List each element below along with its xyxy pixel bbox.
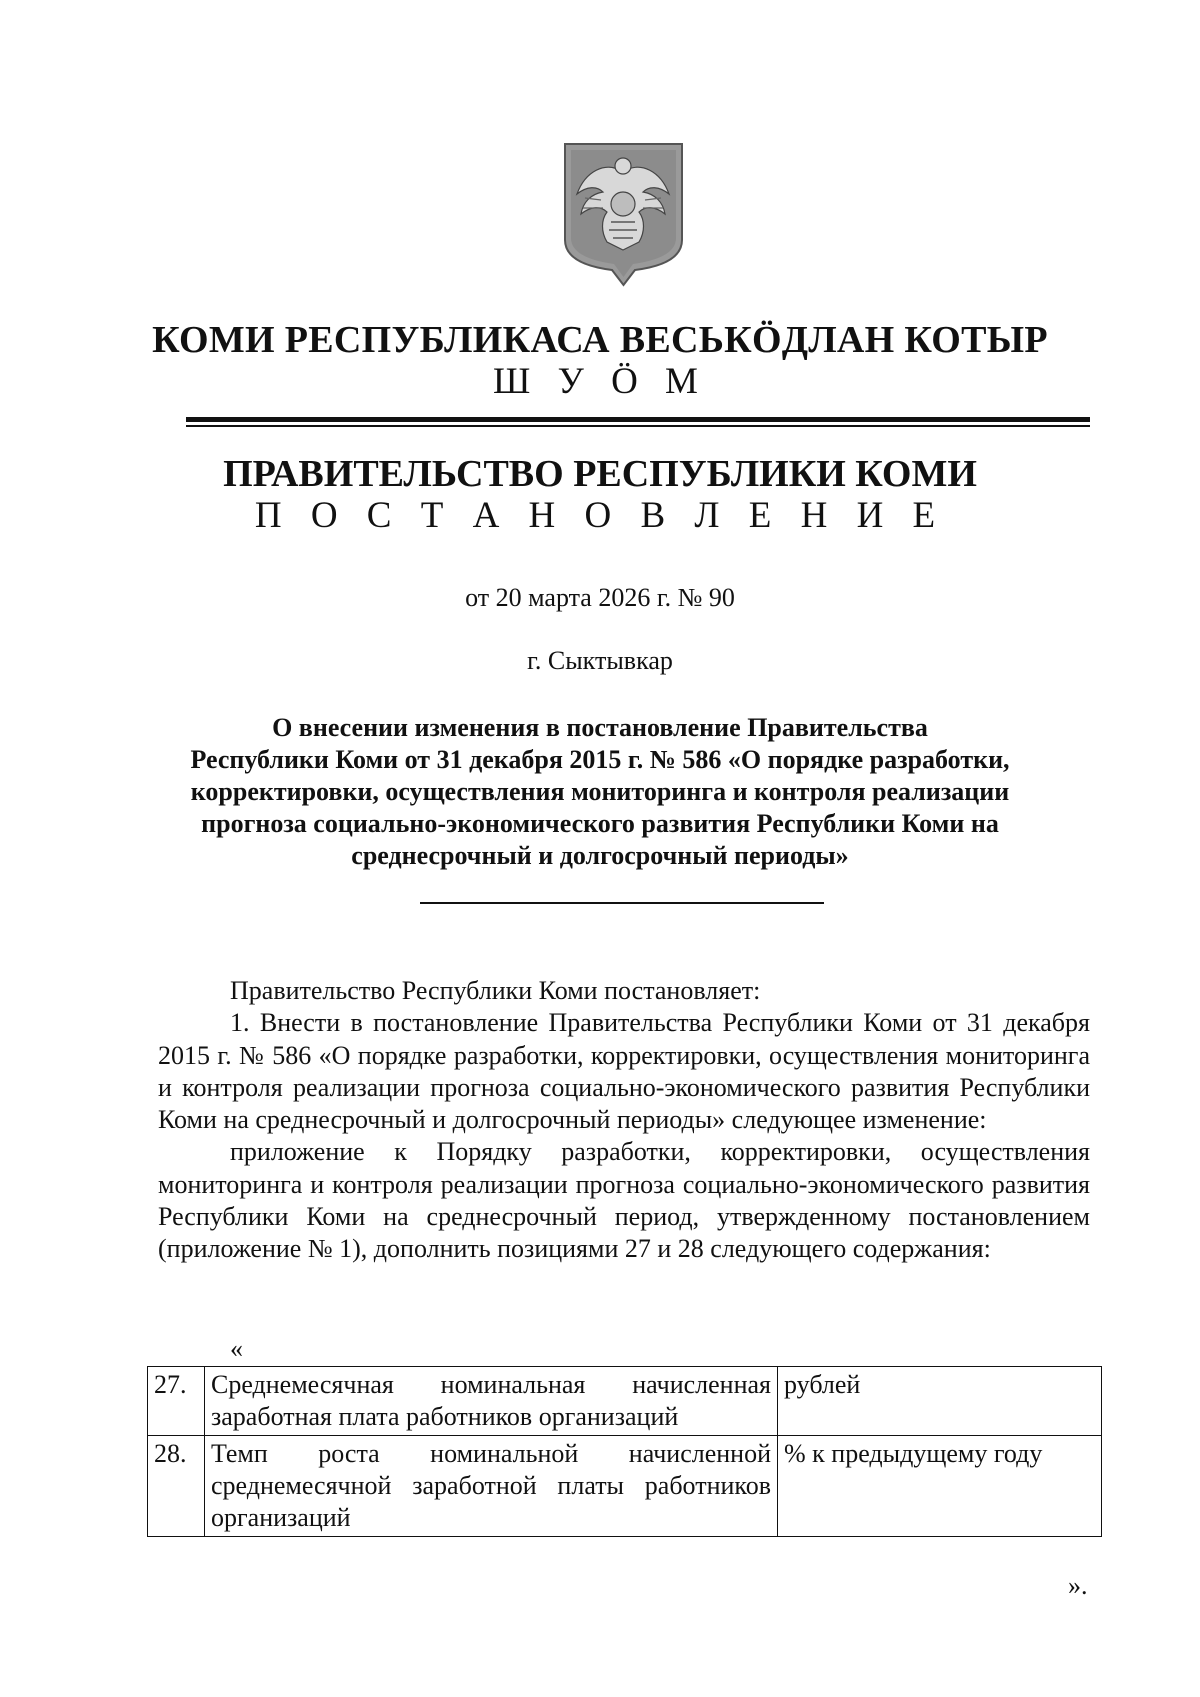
document-city: г. Сыктывкар [527,646,673,675]
table-cell-number: 27. [148,1367,205,1436]
government-title: ПРАВИТЕЛЬСТВО РЕСПУБЛИКИ КОМИ [223,453,977,495]
body-paragraph-intro: Правительство Республики Коми постановляет: [230,976,761,1005]
quote-open-mark: « [230,1334,243,1363]
header-divider-thin [186,425,1090,427]
table-cell-indicator: Темп роста номинальной начисленной среднемесячной заработной платы работников организаций [205,1436,778,1537]
komi-coat-of-arms-icon [561,142,686,287]
document-date-number: от 20 марта 2026 г. № 90 [465,583,735,612]
table-cell-number: 28. [148,1436,205,1537]
table-cell-indicator: Среднемесячная номинальная начисленная заработная плата работников организаций [205,1367,778,1436]
document-type: П О С Т А Н О В Л Е Н И Е [254,495,946,536]
subject-line: корректировки, осуществления мониторинга и контроля реализации [190,777,1010,806]
body-paragraph-item-1: 1. Внести в постановление Правительства Республики Коми от 31 декабря 2015 г. № 586 «О порядке разработки, корректировки, осуществления мониторинга и контроля реализации прогноза социально-экономического развития Республики Коми на среднесрочный и долгосрочный периоды» следующее изменение: [158,1008,1090,1135]
table-cell-unit: рублей [778,1367,1102,1436]
document-subject [150,712,1050,872]
annex-table [147,1366,1102,1537]
document-body [158,975,1090,1266]
table-row [148,1436,1102,1537]
body-paragraph-amendment: приложение к Порядку разработки, корректировки, осуществления мониторинга и контроля реализации прогноза социально-экономического развития Республики Коми на среднесрочный период, утвержденному постановлением (приложение № 1), дополнить позициями 27 и 28 следующего содержания: [158,1137,1090,1264]
subject-underline [420,902,824,904]
subject-line: среднесрочный и долгосрочный периоды» [351,841,849,870]
komi-document-type: Ш У Ӧ М [493,361,707,402]
subject-line: О внесении изменения в постановление Правительства [272,713,928,742]
table-row [148,1367,1102,1436]
table-cell-unit: % к предыдущему году [778,1436,1102,1537]
komi-government-title: КОМИ РЕСПУБЛИКАСА ВЕСЬКӦДЛАН КОТЫР [152,319,1048,361]
header-divider-thick [186,417,1090,422]
quote-close-mark: ». [1068,1571,1088,1600]
subject-line: прогноза социально-экономического развития Республики Коми на [201,809,999,838]
subject-line: Республики Коми от 31 декабря 2015 г. № 586 «О порядке разработки, [190,745,1010,774]
